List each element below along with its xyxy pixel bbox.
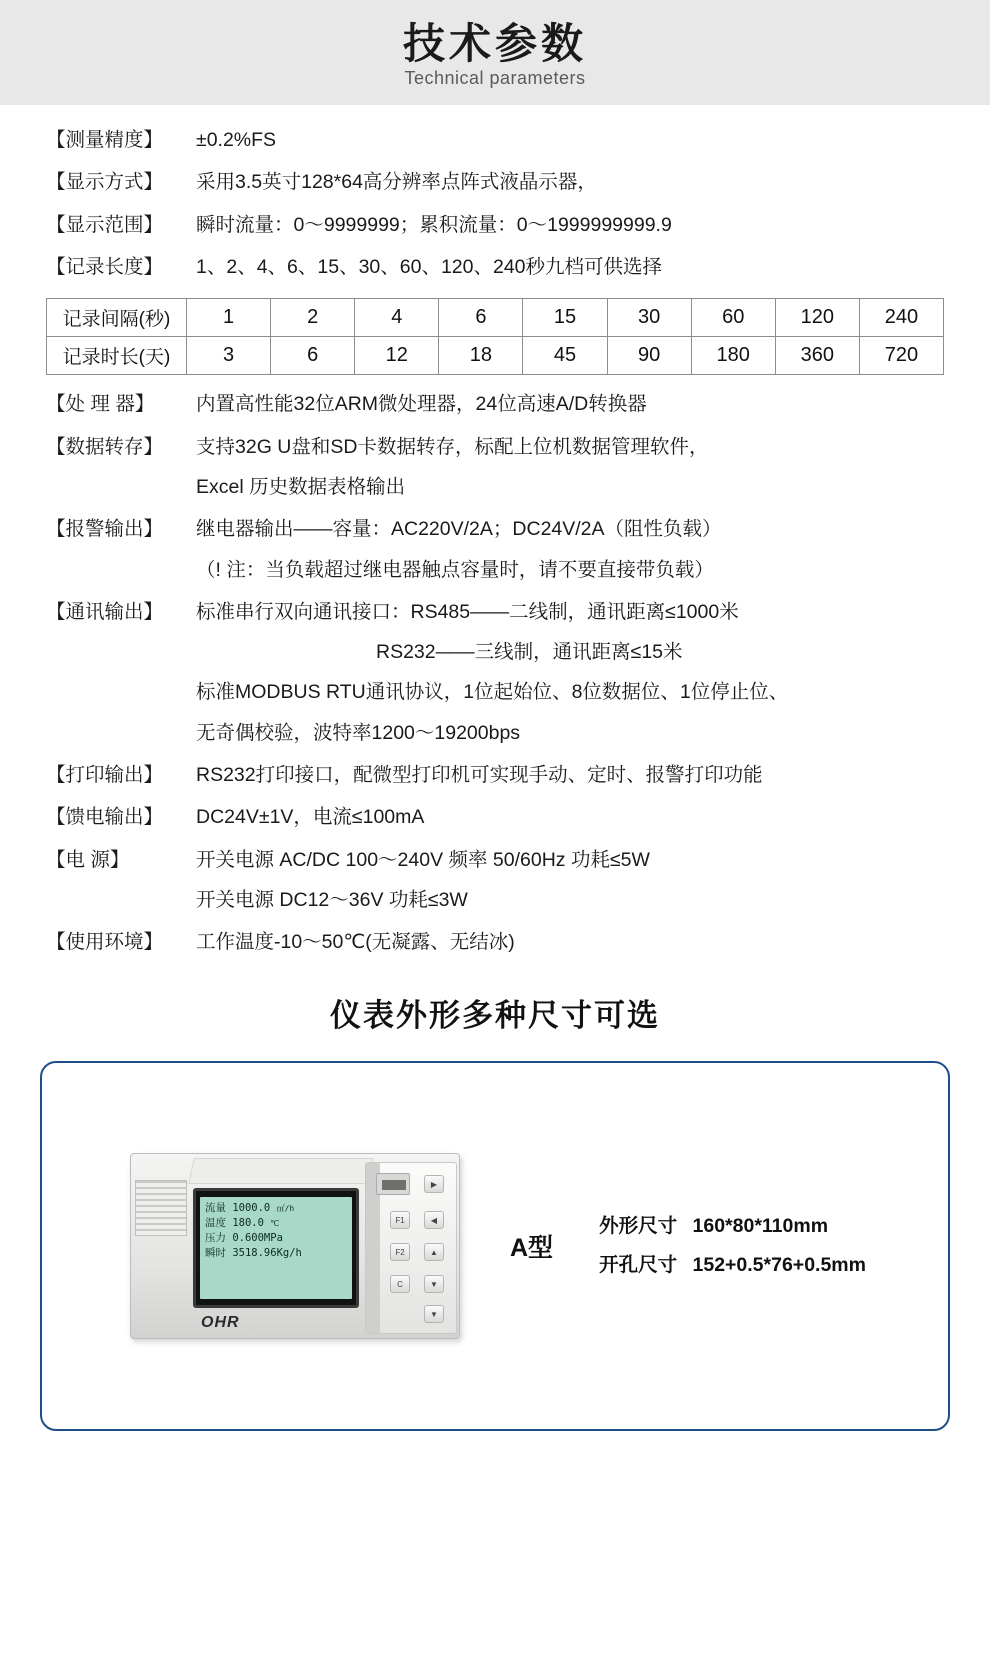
spec-label: 【显示方式】 — [46, 171, 164, 194]
button-f2[interactable]: F2 — [390, 1243, 410, 1261]
spec-value: DC24V±1V，电流≤100mA — [196, 806, 425, 829]
spec-list-bottom — [0, 379, 990, 955]
spec-row-environment — [46, 929, 944, 955]
spec-row-power-feed — [46, 804, 944, 830]
lcd-line-pressure — [205, 1231, 347, 1246]
dimension-cutout-label: 开孔尺寸 — [599, 1253, 678, 1276]
spec-row-display-mode — [46, 169, 944, 195]
comm-line-modbus: 标准MODBUS RTU通讯协议，1位起始位、8位数据位、1位停止位、 — [196, 681, 789, 704]
spec-value-line: 继电器输出——容量：AC220V/2A；DC24V/2A（阻性负载） — [196, 518, 722, 541]
lcd-instant-name: 瞬时 — [205, 1247, 226, 1260]
spec-row-print-output — [46, 762, 944, 788]
comm-line-rs232: RS232——三线制，通讯距离≤15米 — [376, 641, 683, 664]
table-cell: 6 — [439, 299, 523, 337]
lcd-pressure-name: 压力 — [205, 1232, 226, 1245]
spec-row-accuracy — [46, 127, 944, 153]
spec-value: 采用3.5英寸128*64高分辨率点阵式液晶示器， — [196, 171, 597, 194]
lcd-screen — [193, 1188, 359, 1308]
lcd-instant-value: 3518.96Kg/h — [232, 1247, 302, 1260]
spec-label: 【通讯输出】 — [46, 600, 164, 623]
spec-row-data-transfer — [46, 434, 944, 501]
spec-label: 【记录长度】 — [46, 255, 164, 278]
spec-value-line: 开关电源 AC/DC 100～240V 频率 50/60Hz 功耗≤5W — [196, 848, 650, 871]
spec-value: 工作温度-10～50℃(无凝露、无结冰) — [196, 931, 515, 954]
table-cell: 3 — [187, 337, 271, 375]
dimension-outer-label: 外形尺寸 — [599, 1214, 678, 1237]
table-cell: 180 — [691, 337, 775, 375]
table-cell: 12 — [355, 337, 439, 375]
instrument-illustration — [102, 1131, 492, 1361]
spec-label: 【打印输出】 — [46, 764, 164, 787]
comm-line-baud: 无奇偶校验，波特率1200～19200bps — [196, 721, 521, 744]
usb-port-icon — [376, 1173, 410, 1195]
table-cell: 18 — [439, 337, 523, 375]
page-subtitle: Technical parameters — [404, 68, 586, 89]
vent-grille-icon — [135, 1180, 187, 1236]
table-cell: 6 — [271, 337, 355, 375]
dimension-cutout — [599, 1246, 866, 1285]
table-cell: 60 — [691, 299, 775, 337]
table-cell: 45 — [523, 337, 607, 375]
table-cell: 4 — [355, 299, 439, 337]
spec-row-power-supply — [46, 847, 944, 914]
lcd-flow-unit: ㎡/h — [276, 1203, 295, 1213]
table-header-duration: 记录时长(天) — [47, 337, 187, 375]
table-cell: 15 — [523, 299, 607, 337]
spec-label: 【电 源】 — [46, 848, 130, 871]
dimension-cutout-value: 152+0.5*76+0.5mm — [692, 1253, 866, 1276]
page-title: 技术参数 — [402, 19, 587, 67]
brand-logo: OHR — [201, 1313, 240, 1331]
button-down-2[interactable]: ▼ — [424, 1305, 444, 1323]
lcd-temp-value: 180.0 — [232, 1216, 264, 1229]
table-cell: 2 — [271, 299, 355, 337]
spec-value-group — [196, 599, 944, 746]
spec-value-group — [196, 434, 944, 501]
table-cell: 240 — [859, 299, 943, 337]
record-table-wrap — [0, 296, 990, 379]
spec-value: RS232打印接口，配微型打印机可实现手动、定时、报警打印功能 — [196, 764, 763, 787]
lcd-flow-value: 1000.0 — [232, 1201, 271, 1214]
product-card — [40, 1061, 950, 1431]
control-panel — [365, 1162, 457, 1334]
table-cell: 1 — [187, 299, 271, 337]
table-cell: 30 — [607, 299, 691, 337]
table-header-interval: 记录间隔(秒) — [47, 299, 187, 337]
button-f1[interactable]: F1 — [390, 1211, 410, 1229]
dimension-list — [599, 1207, 866, 1285]
spec-label: 【数据转存】 — [46, 435, 164, 458]
table-cell: 90 — [607, 337, 691, 375]
spec-value-group — [196, 847, 944, 914]
dimension-outer-value: 160*80*110mm — [692, 1214, 829, 1237]
spec-value-line: 支持32G U盘和SD卡数据转存，标配上位机数据管理软件， — [196, 435, 709, 458]
lcd-temp-unit: ℃ — [270, 1218, 280, 1228]
spec-label: 【使用环境】 — [46, 931, 164, 954]
table-cell: 720 — [859, 337, 943, 375]
instrument-top-label — [188, 1158, 374, 1184]
instrument-body — [130, 1153, 460, 1339]
dimension-outer — [599, 1207, 866, 1246]
button-left[interactable]: ◀ — [424, 1211, 444, 1229]
button-c[interactable]: C — [390, 1275, 410, 1293]
button-down[interactable]: ▼ — [424, 1275, 444, 1293]
spec-label: 【处 理 器】 — [46, 393, 155, 416]
spec-label: 【显示范围】 — [46, 213, 164, 236]
spec-value-group — [196, 516, 944, 583]
alarm-note: （! 注：当负载超过继电器触点容量时，请不要直接带负载） — [196, 558, 714, 581]
table-cell: 360 — [775, 337, 859, 375]
spec-list-top — [0, 105, 990, 280]
lcd-line-flow — [205, 1201, 347, 1216]
model-label: A型 — [510, 1233, 554, 1262]
spec-row-display-range — [46, 212, 944, 238]
table-row — [47, 299, 944, 337]
lcd-temp-name: 温度 — [205, 1216, 226, 1229]
record-table — [46, 298, 944, 375]
section-heading-sizes: 仪表外形多种尺寸可选 — [330, 997, 660, 1033]
spec-label: 【测量精度】 — [46, 129, 164, 151]
lcd-pressure-value: 0.600MPa — [232, 1232, 283, 1245]
spec-value: ±0.2%FS — [196, 129, 277, 151]
spec-value-line: 开关电源 DC12～36V 功耗≤3W — [196, 889, 468, 911]
spec-value: 1、2、4、6、15、30、60、120、240秒九档可供选择 — [196, 255, 663, 278]
button-up[interactable]: ▲ — [424, 1243, 444, 1261]
table-row — [47, 337, 944, 375]
lcd-line-temperature — [205, 1216, 347, 1231]
spec-row-alarm-output — [46, 516, 944, 583]
table-cell: 120 — [775, 299, 859, 337]
lcd-line-instant — [205, 1246, 347, 1261]
lcd-flow-name: 流量 — [205, 1201, 226, 1214]
page-banner — [0, 0, 990, 105]
button-right[interactable]: ▶ — [424, 1175, 444, 1193]
spec-label: 【馈电输出】 — [46, 806, 164, 829]
spec-row-processor — [46, 391, 944, 417]
spec-value: 瞬时流量：0～9999999；累积流量：0～1999999999.9 — [196, 213, 672, 236]
spec-value-line: 标准串行双向通讯接口：RS485——二线制，通讯距离≤1000米 — [196, 600, 739, 623]
spec-label: 【报警输出】 — [46, 518, 164, 541]
spec-row-comm-output — [46, 599, 944, 746]
spec-row-record-length — [46, 254, 944, 280]
lcd-content — [200, 1197, 352, 1299]
spec-value: 内置高性能32位ARM微处理器，24位高速A/D转换器 — [196, 393, 647, 416]
spec-value-line: Excel 历史数据表格输出 — [196, 475, 406, 498]
